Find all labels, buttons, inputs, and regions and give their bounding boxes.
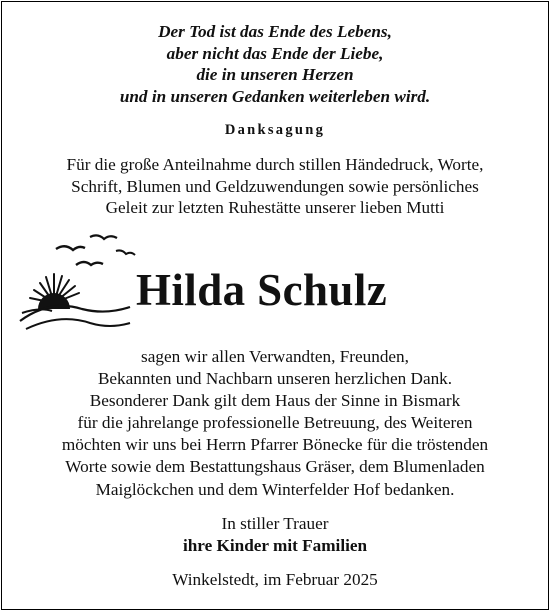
place-and-date: Winkelstedt, im Februar 2025 — [172, 570, 378, 589]
quote-block — [2, 21, 548, 107]
quote-line: aber nicht das Ende der Liebe, — [166, 43, 384, 63]
closing-block — [2, 513, 548, 556]
intro-line: Geleit zur letzten Ruhestätte unserer lieben Mutti — [105, 198, 445, 218]
quote-line: Der Tod ist das Ende des Lebens, — [158, 22, 392, 41]
thanks-line: Bekannten und Nachbarn unseren herzlichen Dank. — [97, 369, 453, 389]
birds-over-sunset-icon — [16, 225, 136, 340]
closing-line: In stiller Trauer — [221, 514, 329, 533]
intro-text — [2, 154, 548, 219]
deceased-name: Hilda Schulz — [136, 265, 388, 315]
thanks-line: Worte sowie dem Bestattungshaus Gräser, dem Blumenladen — [65, 457, 485, 477]
thanks-text — [2, 346, 548, 501]
thanks-line: für die jahrelange professionelle Betreuung, des Weiteren — [77, 413, 473, 433]
thanks-line: möchten wir uns bei Herrn Pfarrer Bönecke für die tröstenden — [61, 435, 489, 455]
thanks-line: Maiglöckchen und dem Winterfelder Hof bedanken. — [95, 479, 455, 499]
obituary-notice — [1, 1, 549, 610]
heading-danksagung: Danksagung — [224, 122, 326, 138]
quote-line: die in unseren Herzen — [196, 65, 354, 85]
intro-line: Für die große Anteilnahme durch stillen Händedruck, Worte, — [66, 155, 484, 174]
thanks-line: sagen wir allen Verwandten, Freunden, — [141, 347, 409, 366]
mourners-line: ihre Kinder mit Familien — [182, 535, 368, 555]
intro-line: Schrift, Blumen und Geldzuwendungen sowie persönliches — [71, 176, 479, 196]
thanks-line: Besonderer Dank gilt dem Haus der Sinne in Bismark — [89, 391, 461, 411]
quote-line: und in unseren Gedanken weiterleben wird. — [119, 86, 431, 106]
